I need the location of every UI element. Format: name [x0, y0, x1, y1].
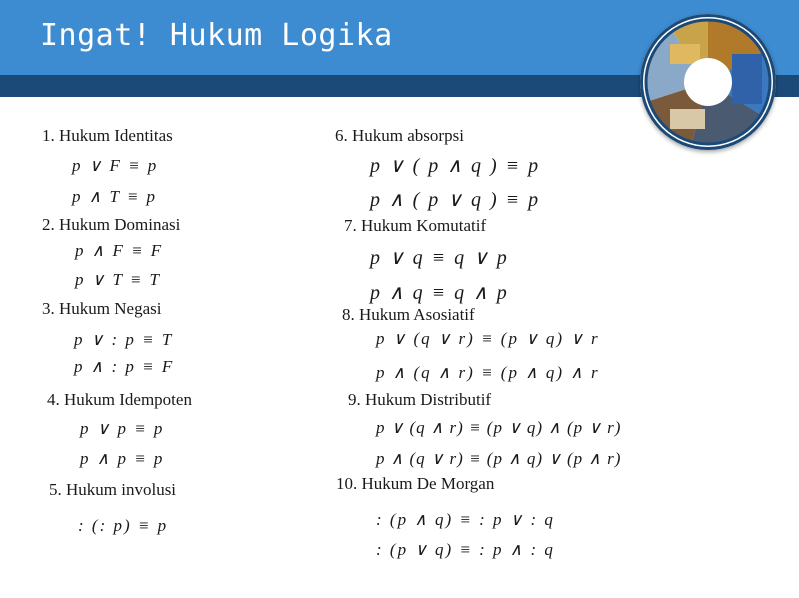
globe-photo-collage-icon — [640, 14, 776, 150]
law-5-formula-1: : (: p) ≡ p — [78, 516, 169, 535]
law-4-label: 4. Hukum Idempoten — [47, 390, 192, 409]
law-1-formula-2: p ∧ T ≡ p — [72, 187, 158, 206]
law-3-formula-2: p ∧ : p ≡ F — [74, 357, 175, 376]
law-1-label: 1. Hukum Identitas — [42, 126, 173, 145]
law-2-label: 2. Hukum Dominasi — [42, 215, 181, 234]
law-2-formula-1: p ∧ F ≡ F — [75, 241, 164, 260]
page-title: Ingat! Hukum Logika — [40, 18, 393, 53]
law-7-label: 7. Hukum Komutatif — [344, 216, 487, 235]
law-3-formula-1: p ∨ : p ≡ T — [74, 330, 174, 349]
law-9-formula-2: p ∧ (q ∨ r) ≡ (p ∧ q) ∨ (p ∧ r) — [376, 449, 622, 468]
law-2-formula-2: p ∨ T ≡ T — [75, 270, 162, 289]
law-3-label: 3. Hukum Negasi — [42, 299, 162, 318]
law-9-formula-1: p ∨ (q ∧ r) ≡ (p ∨ q) ∧ (p ∨ r) — [376, 418, 622, 437]
law-6-formula-2: p ∧ ( p ∨ q ) ≡ p — [370, 189, 541, 211]
law-9-label: 9. Hukum Distributif — [348, 390, 492, 409]
law-7-formula-2: p ∧ q ≡ q ∧ p — [370, 282, 509, 304]
law-7-formula-1: p ∨ q ≡ q ∨ p — [370, 247, 509, 269]
law-8-formula-2: p ∧ (q ∧ r) ≡ (p ∧ q) ∧ r — [376, 363, 600, 382]
law-10-label: 10. Hukum De Morgan — [336, 474, 495, 493]
law-6-label: 6. Hukum absorpsi — [335, 126, 464, 145]
law-1-formula-1: p ∨ F ≡ p — [72, 156, 159, 175]
law-6-formula-1: p ∨ ( p ∧ q ) ≡ p — [370, 155, 541, 177]
law-8-label: 8. Hukum Asosiatif — [342, 305, 475, 324]
law-10-formula-1: : (p ∧ q) ≡ : p ∨ : q — [376, 510, 555, 529]
law-5-label: 5. Hukum involusi — [49, 480, 177, 499]
law-10-formula-2: : (p ∨ q) ≡ : p ∧ : q — [376, 540, 555, 559]
law-8-formula-1: p ∨ (q ∨ r) ≡ (p ∨ q) ∨ r — [376, 329, 600, 348]
law-4-formula-2: p ∧ p ≡ p — [80, 449, 165, 468]
law-4-formula-1: p ∨ p ≡ p — [80, 419, 165, 438]
